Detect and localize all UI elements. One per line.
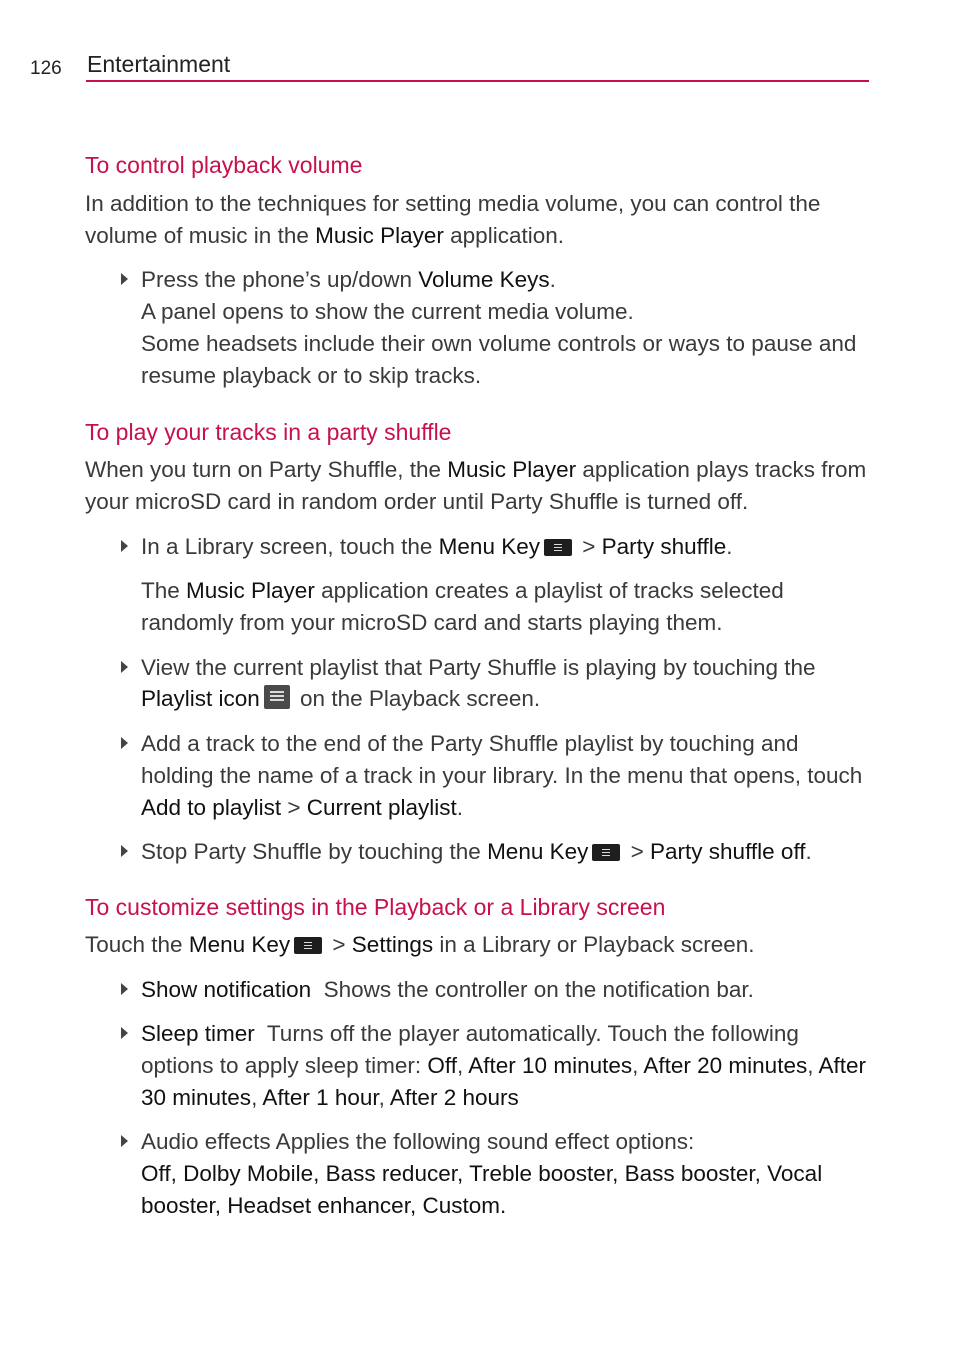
list-item xyxy=(85,1126,875,1221)
text: Touch the xyxy=(85,931,189,957)
heading-customize-settings: To customize settings in the Playback or a Library screen xyxy=(85,893,666,920)
text: , xyxy=(807,1053,819,1079)
paragraph-shuffle-intro xyxy=(85,454,875,517)
bullet-list-settings xyxy=(85,974,875,1222)
text: > xyxy=(624,839,651,865)
list-item xyxy=(85,652,875,715)
term-menu-key: Menu Key xyxy=(188,931,291,957)
term-party-shuffle-off: Party shuffle off xyxy=(650,839,806,865)
term-sleep-timer: Sleep timer xyxy=(141,1021,255,1047)
text: application creates a playlist of tracks selected randomly from your microSD card and starts playing them. xyxy=(141,578,784,636)
term-current-playlist: Current playlist xyxy=(306,794,457,820)
bullet-triangle-icon xyxy=(121,273,128,285)
text: application. xyxy=(443,222,564,248)
text: , xyxy=(251,1084,263,1110)
bullet-triangle-icon xyxy=(121,1135,128,1147)
list-item xyxy=(85,264,875,391)
term-volume-keys: Volume Keys xyxy=(418,267,550,293)
text: Turns off the player automatically. Touch the following options to apply sleep timer: xyxy=(141,1021,806,1079)
text: Press the phone’s up/down xyxy=(141,267,419,293)
text: > xyxy=(281,794,307,820)
bullet-list-volume xyxy=(85,264,875,391)
option-after-30-minutes: After 30 minutes xyxy=(141,1053,866,1110)
term-show-notification: Show notification xyxy=(141,976,312,1002)
section-title: Entertainment xyxy=(87,51,231,77)
option-after-1-hour: After 1 hour xyxy=(262,1084,379,1110)
text: in a Library or Playback screen. xyxy=(433,931,755,957)
term-music-player: Music Player xyxy=(315,222,444,248)
option-after-20-minutes: After 20 minutes xyxy=(643,1053,808,1079)
heading-playback-volume: To control playback volume xyxy=(85,152,363,178)
bullet-triangle-icon xyxy=(121,737,128,749)
text: The xyxy=(141,578,187,604)
term-party-shuffle: Party shuffle xyxy=(601,533,727,559)
text: Add a track to the end of the Party Shuffle playlist by touching and holding the name of a track in your library. In the menu that opens, touch xyxy=(141,731,863,788)
list-item xyxy=(85,728,875,823)
text: > xyxy=(575,533,602,559)
page-content xyxy=(85,148,875,1222)
audio-effect-options: Off, Dolby Mobile, Bass reducer, Treble booster, Bass booster, Vocal booster, Headset enhancer, Custom. xyxy=(141,1161,823,1218)
paragraph-shuffle-playlist xyxy=(141,575,875,638)
paragraph-volume-intro xyxy=(85,188,875,251)
menu-key-icon xyxy=(294,937,322,954)
text: View the current playlist that Party Shuffle is playing by touching the xyxy=(141,654,816,680)
option-after-10-minutes: After 10 minutes xyxy=(468,1053,633,1079)
menu-key-icon xyxy=(544,539,572,556)
text: , xyxy=(378,1084,390,1110)
bullet-triangle-icon xyxy=(121,845,128,857)
bullet-triangle-icon xyxy=(121,661,128,673)
bullet-list-shuffle xyxy=(85,531,875,868)
text: , xyxy=(632,1053,644,1079)
text: In a Library screen, touch the xyxy=(141,533,439,559)
text: Shows the controller on the notification bar. xyxy=(311,976,754,1002)
text: When you turn on Party Shuffle, the xyxy=(85,457,448,483)
bullet-triangle-icon xyxy=(121,1027,128,1039)
playlist-icon xyxy=(264,685,290,709)
term-settings: Settings xyxy=(351,931,434,957)
text: . xyxy=(726,533,733,559)
bullet-triangle-icon xyxy=(121,540,128,552)
text: . xyxy=(456,794,464,820)
term-menu-key: Menu Key xyxy=(487,839,589,865)
list-item xyxy=(85,836,875,868)
term-music-player: Music Player xyxy=(186,578,315,604)
text: Some headsets include their own volume controls or ways to pause and resume playback or to skip tracks. xyxy=(141,330,857,388)
text: > xyxy=(326,931,352,957)
list-item xyxy=(85,531,875,639)
text: on the Playback screen. xyxy=(293,686,541,712)
term-music-player: Music Player xyxy=(447,457,577,483)
paragraph-settings-intro xyxy=(85,929,875,961)
option-off: Off xyxy=(427,1053,458,1079)
text: A panel opens to show the current media volume. xyxy=(141,299,634,325)
page-number: 126 xyxy=(30,58,62,79)
heading-party-shuffle: To play your tracks in a party shuffle xyxy=(85,419,452,446)
option-after-2-hours: After 2 hours xyxy=(389,1084,519,1110)
text: , xyxy=(457,1053,469,1079)
list-item xyxy=(85,1018,875,1113)
term-menu-key: Menu Key xyxy=(438,533,540,559)
text: application plays tracks from your microSD card in random order until Party Shuffle is turned off. xyxy=(85,457,867,514)
header-rule xyxy=(86,80,869,82)
text: . xyxy=(549,267,556,293)
term-add-to-playlist: Add to playlist xyxy=(141,794,282,820)
menu-key-icon xyxy=(592,844,620,861)
text: Audio effects Applies the following sound effect options: xyxy=(141,1129,695,1155)
list-item xyxy=(85,974,875,1006)
text: Stop Party Shuffle by touching the xyxy=(141,839,488,865)
term-playlist-icon: Playlist icon xyxy=(141,686,260,712)
text: . xyxy=(805,839,812,865)
bullet-triangle-icon xyxy=(121,983,128,995)
text: In addition to the techniques for setting media volume, you can control the volume of music in the xyxy=(85,191,821,248)
